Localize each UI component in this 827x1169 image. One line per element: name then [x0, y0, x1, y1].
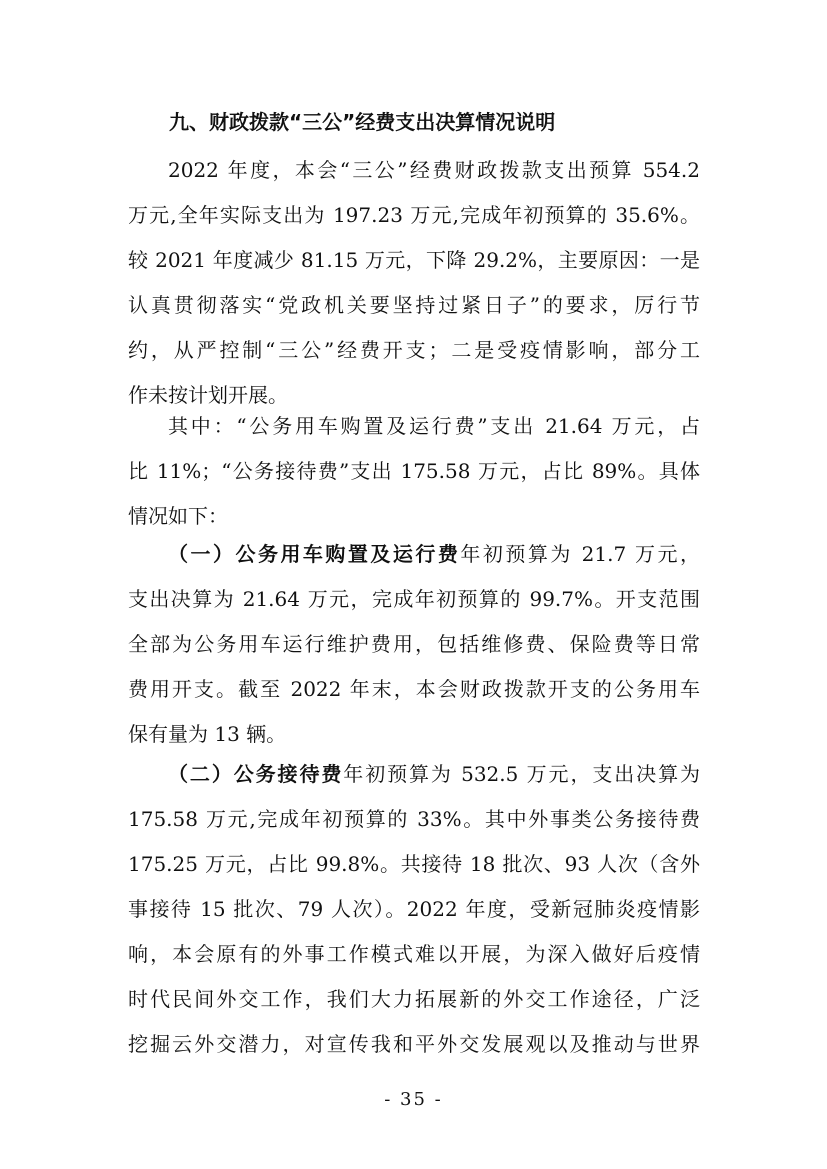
subsection-heading-vehicle: （一）公务用车购置及运行费 [168, 542, 461, 566]
text-run: 年初预算为 21.7 万元， [460, 542, 701, 566]
text-line: 较 2021 年度减少 81.15 万元，下降 29.2%，主要原因：一是 [128, 248, 700, 272]
text-line: 保有量为 13 辆。 [128, 722, 287, 746]
text-line: 175.25 万元，占比 99.8%。共接待 18 批次、93 人次（含外 [128, 852, 700, 876]
text-line: 认真贯彻落实“党政机关要坚持过紧日子”的要求，厉行节 [128, 293, 700, 317]
text-line: 比 11%；“公务接待费”支出 175.58 万元，占比 89%。具体 [128, 459, 700, 483]
text-line [128, 532, 700, 577]
text-line: 时代民间外交工作，我们大力拓展新的外交工作途径，广泛 [128, 987, 700, 1011]
text-line: 事接待 15 批次、79 人次）。2022 年度，受新冠肺炎疫情影 [128, 897, 700, 921]
text-line: 情况如下： [128, 504, 228, 528]
subsection-heading-reception: （二）公务接待费 [168, 762, 344, 786]
paragraph-breakdown [128, 404, 700, 539]
text-line: 支出决算为 21.64 万元，完成年初预算的 99.7%。开支范围 [128, 587, 700, 611]
text-line: 费用开支。截至 2022 年末，本会财政拨款开支的公务用车 [128, 677, 700, 701]
text-line: 作未按计划开展。 [128, 383, 288, 407]
text-line: 响，本会原有的外事工作模式难以开展，为深入做好后疫情 [128, 942, 700, 966]
text-line: 挖掘云外交潜力，对宣传我和平外交发展观以及推动与世界 [128, 1032, 700, 1056]
paragraph-reception-costs [128, 752, 700, 1067]
text-line: 全部为公务用车运行维护费用，包括维修费、保险费等日常 [128, 632, 700, 656]
text-run: 年初预算为 532.5 万元，支出决算为 [343, 762, 700, 786]
paragraph-budget-summary [128, 148, 700, 418]
text-line: 175.58 万元,完成年初预算的 33%。其中外事类公务接待费 [128, 807, 700, 831]
text-line: 约，从严控制“三公”经费开支；二是受疫情影响，部分工 [128, 338, 700, 362]
paragraph-vehicle-costs [128, 532, 700, 757]
section-heading: 九、财政拨款“三公”经费支出决算情况说明 [169, 110, 556, 134]
text-line [128, 752, 700, 797]
text-line: 万元,全年实际支出为 197.23 万元,完成年初预算的 35.6%。 [128, 203, 700, 227]
text-line: 其中：“公务用车购置及运行费”支出 21.64 万元，占 [168, 414, 700, 438]
page-number: - 35 - [384, 1089, 443, 1110]
text-line: 2022 年度，本会“三公”经费财政拨款支出预算 554.2 [168, 158, 700, 182]
